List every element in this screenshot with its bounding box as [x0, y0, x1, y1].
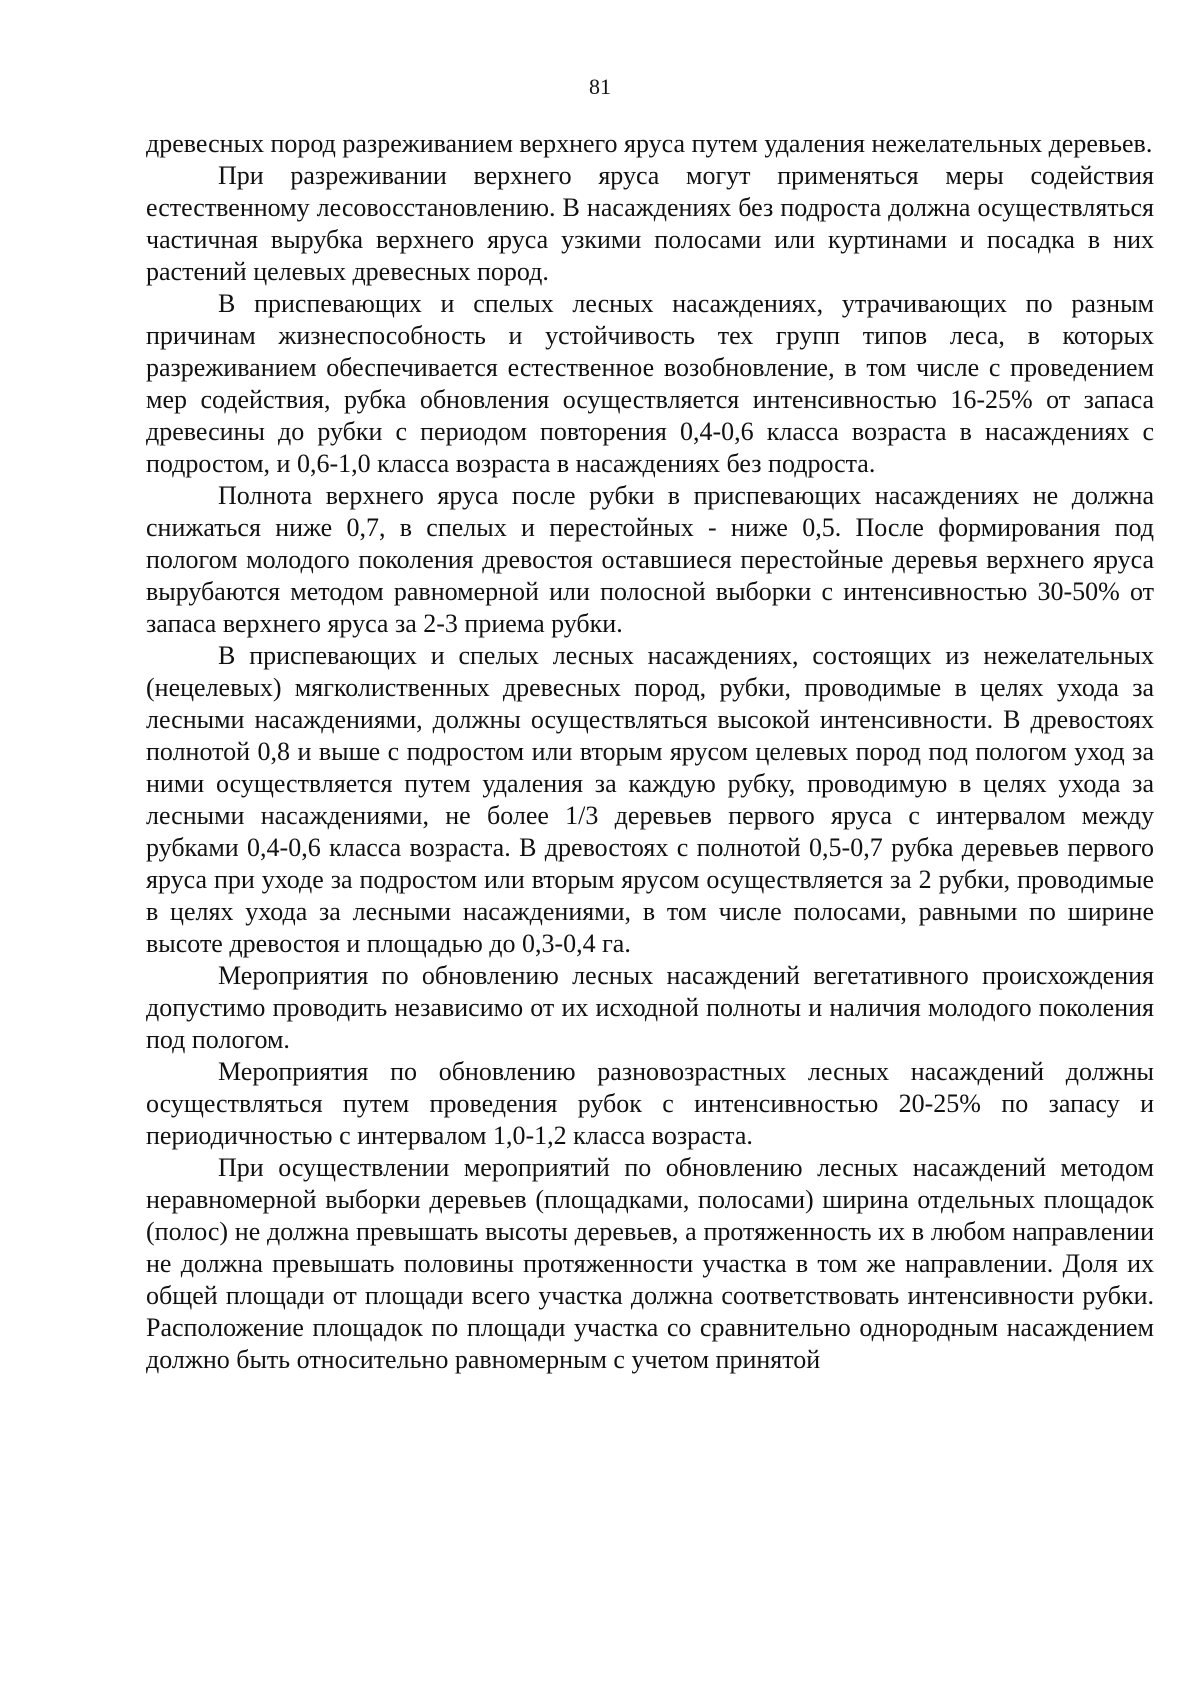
paragraph: При осуществлении мероприятий по обновлению лесных насаждений методом неравномерной выборки деревьев (площадками, полосами) ширина отдельных площадок (полос) не должна превышать высоты деревьев, а протяженность их в любом направлении не должна превышать половины протяженности участка в том же направлении. Доля их общей площади от площади всего участка должна соответствовать интенсивности рубки. Расположение площадок по площади участка со сравнительно однородным насаждением должно быть относительно равномерным с учетом принятой — [146, 1153, 1154, 1374]
paragraph: Мероприятия по обновлению разновозрастных лесных насаждений должны осуществляться путем проведения рубок с интенсивностью 20-25% по запасу и периодичностью с интервалом 1,0-1,2 класса возраста. — [146, 1057, 1154, 1150]
paragraph: В приспевающих и спелых лесных насаждениях, утрачивающих по разным причинам жизнеспособность и устойчивость тех групп типов леса, в которых разреживанием обеспечивается естественное возобновление, в том числе с проведением мер содействия, рубка обновления осуществляется интенсивностью 16-25% от запаса древесины до рубки с периодом повторения 0,4-0,6 класса возраста в насаждениях с подростом, и 0,6-1,0 класса возраста в насаждениях без подроста. — [146, 289, 1154, 478]
paragraph: При разреживании верхнего яруса могут применяться меры содействия естественному лесовосстановлению. В насаждениях без подроста должна осуществляться частичная вырубка верхнего яруса узкими полосами или куртинами и посадка в них растений целевых древесных пород. — [146, 161, 1154, 286]
body-text — [146, 128, 1154, 1376]
paragraph: Мероприятия по обновлению лесных насаждений вегетативного происхождения допустимо проводить независимо от их исходной полноты и наличия молодого поколения под пологом. — [146, 961, 1154, 1054]
page-number: 81 — [589, 74, 611, 99]
paragraph-continuation: древесных пород разреживанием верхнего яруса путем удаления нежелательных деревьев. — [146, 129, 1153, 158]
paragraph: В приспевающих и спелых лесных насаждениях, состоящих из нежелательных (нецелевых) мягколиственных древесных пород, рубки, проводимые в целях ухода за лесными насаждениями, должны осуществляться высокой интенсивности. В древостоях полнотой 0,8 и выше с подростом или вторым ярусом целевых пород под пологом уход за ними осуществляется путем удаления за каждую рубку, проводимую в целях ухода за лесными насаждениями, не более 1/3 деревьев первого яруса с интервалом между рубками 0,4-0,6 класса возраста. В древостоях с полнотой 0,5-0,7 рубка деревьев первого яруса при уходе за подростом или вторым ярусом осуществляется за 2 рубки, проводимые в целях ухода за лесными насаждениями, в том числе полосами, равными по ширине высоте древостоя и площадью до 0,3-0,4 га. — [146, 641, 1154, 958]
paragraph: Полнота верхнего яруса после рубки в приспевающих насаждениях не должна снижаться ниже 0,7, в спелых и перестойных - ниже 0,5. После формирования под пологом молодого поколения древостоя оставшиеся перестойные деревья верхнего яруса вырубаются методом равномерной или полосной выборки с интенсивностью 30-50% от запаса верхнего яруса за 2-3 приема рубки. — [146, 481, 1154, 638]
